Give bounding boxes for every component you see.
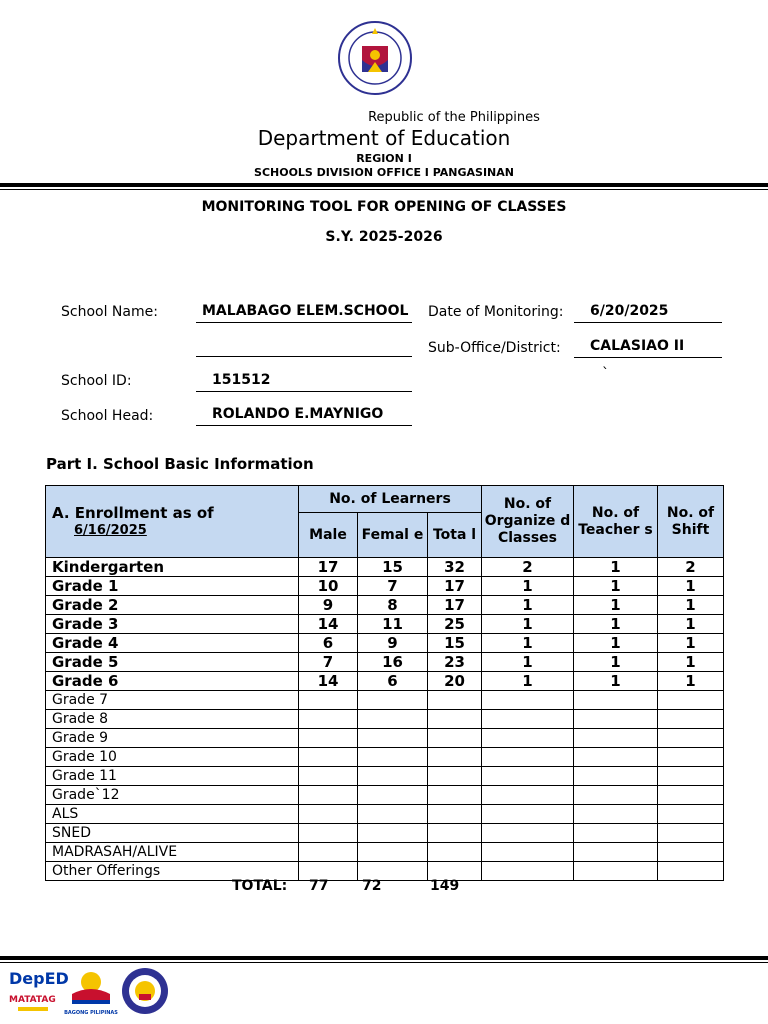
- header-divider-thick: [0, 183, 768, 187]
- total-cell: 25: [428, 615, 482, 634]
- grade-cell: MADRASAH/ALIVE: [46, 843, 299, 862]
- grade-cell: Grade 1: [46, 577, 299, 596]
- learners-header: No. of Learners: [299, 486, 482, 513]
- male-cell: 10: [299, 577, 358, 596]
- male-cell: [299, 824, 358, 843]
- bagong-pilipinas-text: BAGONG PILIPINAS: [64, 1010, 118, 1016]
- school-year: S.Y. 2025-2026: [325, 229, 443, 245]
- total-cell: [428, 691, 482, 710]
- shift-cell: [658, 710, 724, 729]
- shift-cell: 1: [658, 634, 724, 653]
- grade-cell: Grade 4: [46, 634, 299, 653]
- female-cell: [358, 843, 428, 862]
- male-cell: 9: [299, 596, 358, 615]
- table-row: [46, 596, 724, 615]
- shift-cell: 1: [658, 577, 724, 596]
- teachers-cell: 1: [574, 558, 658, 577]
- female-cell: [358, 710, 428, 729]
- classes-cell: [482, 862, 574, 881]
- matatag-text: MATATAG: [9, 995, 56, 1005]
- footer-divider-thin: [0, 962, 768, 963]
- female-cell: 9: [358, 634, 428, 653]
- shift-cell: 1: [658, 672, 724, 691]
- deped-seal-logo: [338, 20, 412, 96]
- table-row: [46, 691, 724, 710]
- classes-cell: 1: [482, 615, 574, 634]
- classes-cell: [482, 748, 574, 767]
- grade-cell: Grade 3: [46, 615, 299, 634]
- shift-header: No. of Shift: [658, 486, 724, 558]
- total-male: 77: [309, 878, 329, 894]
- grade-cell: ALS: [46, 805, 299, 824]
- female-cell: [358, 786, 428, 805]
- teachers-cell: [574, 691, 658, 710]
- classes-header: No. of Organize d Classes: [482, 486, 574, 558]
- header-divider-thin: [0, 189, 768, 190]
- region-heading: REGION I: [356, 152, 412, 165]
- classes-cell: [482, 824, 574, 843]
- male-cell: [299, 729, 358, 748]
- grade-cell: Grade 7: [46, 691, 299, 710]
- female-cell: 8: [358, 596, 428, 615]
- male-cell: 14: [299, 615, 358, 634]
- shift-cell: 1: [658, 653, 724, 672]
- classes-cell: [482, 691, 574, 710]
- classes-cell: [482, 710, 574, 729]
- male-cell: 6: [299, 634, 358, 653]
- female-cell: 16: [358, 653, 428, 672]
- shift-cell: 1: [658, 615, 724, 634]
- total-cell: [428, 843, 482, 862]
- school-id-field[interactable]: 151512: [196, 372, 412, 392]
- male-cell: 14: [299, 672, 358, 691]
- male-cell: [299, 710, 358, 729]
- teachers-cell: [574, 862, 658, 881]
- total-cell: 15: [428, 634, 482, 653]
- grade-cell: Other Offerings: [46, 862, 299, 881]
- female-cell: [358, 748, 428, 767]
- enrollment-table: [45, 485, 724, 881]
- shift-cell: [658, 748, 724, 767]
- total-cell: 17: [428, 577, 482, 596]
- teachers-cell: 1: [574, 653, 658, 672]
- table-row: [46, 634, 724, 653]
- school-name-label: School Name:: [61, 304, 158, 320]
- shift-cell: [658, 729, 724, 748]
- classes-cell: [482, 805, 574, 824]
- teachers-cell: 1: [574, 577, 658, 596]
- teachers-cell: [574, 824, 658, 843]
- female-header: Femal e: [358, 513, 428, 558]
- shift-cell: [658, 691, 724, 710]
- stray-mark: `: [602, 366, 609, 382]
- male-cell: [299, 805, 358, 824]
- grade-cell: Grade 2: [46, 596, 299, 615]
- enrollment-header-label: A. Enrollment as of: [52, 503, 214, 522]
- grade-cell: Grade 10: [46, 748, 299, 767]
- enrollment-header: [46, 486, 299, 558]
- division-seal-logo: [120, 966, 170, 1016]
- teachers-cell: [574, 843, 658, 862]
- table-row: [46, 843, 724, 862]
- male-cell: 7: [299, 653, 358, 672]
- grade-cell: Grade 6: [46, 672, 299, 691]
- teachers-cell: 1: [574, 596, 658, 615]
- total-all: 149: [430, 878, 460, 894]
- grade-cell: Kindergarten: [46, 558, 299, 577]
- republic-heading: Republic of the Philippines: [368, 110, 540, 125]
- total-cell: [428, 767, 482, 786]
- classes-cell: 1: [482, 653, 574, 672]
- shift-cell: 1: [658, 596, 724, 615]
- part1-title: Part I. School Basic Information: [46, 455, 314, 473]
- classes-cell: 1: [482, 672, 574, 691]
- school-name-field[interactable]: MALABAGO ELEM.SCHOOL: [196, 303, 412, 323]
- female-cell: 11: [358, 615, 428, 634]
- bagong-pilipinas-logo: [64, 964, 118, 1018]
- table-row: [46, 862, 724, 881]
- teachers-cell: [574, 748, 658, 767]
- enrollment-date: 6/16/2025: [74, 522, 147, 538]
- total-label: TOTAL:: [232, 878, 288, 894]
- grade-cell: Grade 5: [46, 653, 299, 672]
- teachers-cell: 1: [574, 672, 658, 691]
- male-cell: [299, 767, 358, 786]
- female-cell: 15: [358, 558, 428, 577]
- total-cell: [428, 805, 482, 824]
- total-female: 72: [362, 878, 382, 894]
- teachers-cell: [574, 786, 658, 805]
- classes-cell: 1: [482, 634, 574, 653]
- table-row: [46, 615, 724, 634]
- teachers-cell: 1: [574, 634, 658, 653]
- school-id-label: School ID:: [61, 373, 132, 389]
- table-row: [46, 748, 724, 767]
- school-head-label: School Head:: [61, 408, 154, 424]
- teachers-header: No. of Teacher s: [574, 486, 658, 558]
- table-row: [46, 767, 724, 786]
- female-cell: [358, 767, 428, 786]
- classes-cell: 1: [482, 577, 574, 596]
- total-cell: [428, 786, 482, 805]
- table-row: [46, 710, 724, 729]
- female-cell: [358, 691, 428, 710]
- grade-cell: SNED: [46, 824, 299, 843]
- shift-cell: 2: [658, 558, 724, 577]
- table-row: [46, 558, 724, 577]
- date-label: Date of Monitoring:: [428, 304, 564, 320]
- table-row: [46, 824, 724, 843]
- table-row: [46, 805, 724, 824]
- male-cell: [299, 748, 358, 767]
- shift-cell: [658, 824, 724, 843]
- classes-cell: [482, 843, 574, 862]
- female-cell: [358, 824, 428, 843]
- female-cell: [358, 729, 428, 748]
- total-cell: 32: [428, 558, 482, 577]
- teachers-cell: [574, 767, 658, 786]
- grade-cell: Grade 11: [46, 767, 299, 786]
- school-name-field-line2[interactable]: [196, 337, 412, 357]
- grade-cell: Grade 8: [46, 710, 299, 729]
- total-cell: 17: [428, 596, 482, 615]
- deped-matatag-logo: [8, 966, 69, 1016]
- male-cell: 17: [299, 558, 358, 577]
- grade-cell: Grade`12: [46, 786, 299, 805]
- table-row: [46, 672, 724, 691]
- classes-cell: [482, 786, 574, 805]
- department-heading: Department of Education: [257, 126, 511, 150]
- total-cell: [428, 729, 482, 748]
- teachers-cell: 1: [574, 615, 658, 634]
- teachers-cell: [574, 729, 658, 748]
- total-cell: [428, 824, 482, 843]
- male-cell: [299, 843, 358, 862]
- document-title: MONITORING TOOL FOR OPENING OF CLASSES: [201, 199, 567, 215]
- shift-cell: [658, 805, 724, 824]
- total-cell: [428, 710, 482, 729]
- footer-divider-thick: [0, 956, 768, 960]
- classes-cell: [482, 729, 574, 748]
- shift-cell: [658, 843, 724, 862]
- teachers-cell: [574, 710, 658, 729]
- classes-cell: 1: [482, 596, 574, 615]
- classes-cell: 2: [482, 558, 574, 577]
- table-row: [46, 786, 724, 805]
- shift-cell: [658, 767, 724, 786]
- district-label: Sub-Office/District:: [428, 340, 561, 356]
- table-row: [46, 577, 724, 596]
- district-field[interactable]: CALASIAO II: [574, 338, 722, 358]
- classes-cell: [482, 767, 574, 786]
- male-cell: [299, 786, 358, 805]
- male-cell: [299, 691, 358, 710]
- school-head-field[interactable]: ROLANDO E.MAYNIGO: [196, 406, 412, 426]
- teachers-cell: [574, 805, 658, 824]
- female-cell: [358, 805, 428, 824]
- shift-cell: [658, 786, 724, 805]
- male-header: Male: [299, 513, 358, 558]
- total-cell: 23: [428, 653, 482, 672]
- total-header: Tota l: [428, 513, 482, 558]
- deped-logo-text: DepED: [9, 969, 69, 988]
- female-cell: 7: [358, 577, 428, 596]
- female-cell: 6: [358, 672, 428, 691]
- total-cell: [428, 748, 482, 767]
- table-row: [46, 729, 724, 748]
- shift-cell: [658, 862, 724, 881]
- grade-cell: Grade 9: [46, 729, 299, 748]
- division-heading: SCHOOLS DIVISION OFFICE I PANGASINAN: [254, 166, 514, 179]
- date-field[interactable]: 6/20/2025: [574, 303, 722, 323]
- total-cell: 20: [428, 672, 482, 691]
- table-row: [46, 653, 724, 672]
